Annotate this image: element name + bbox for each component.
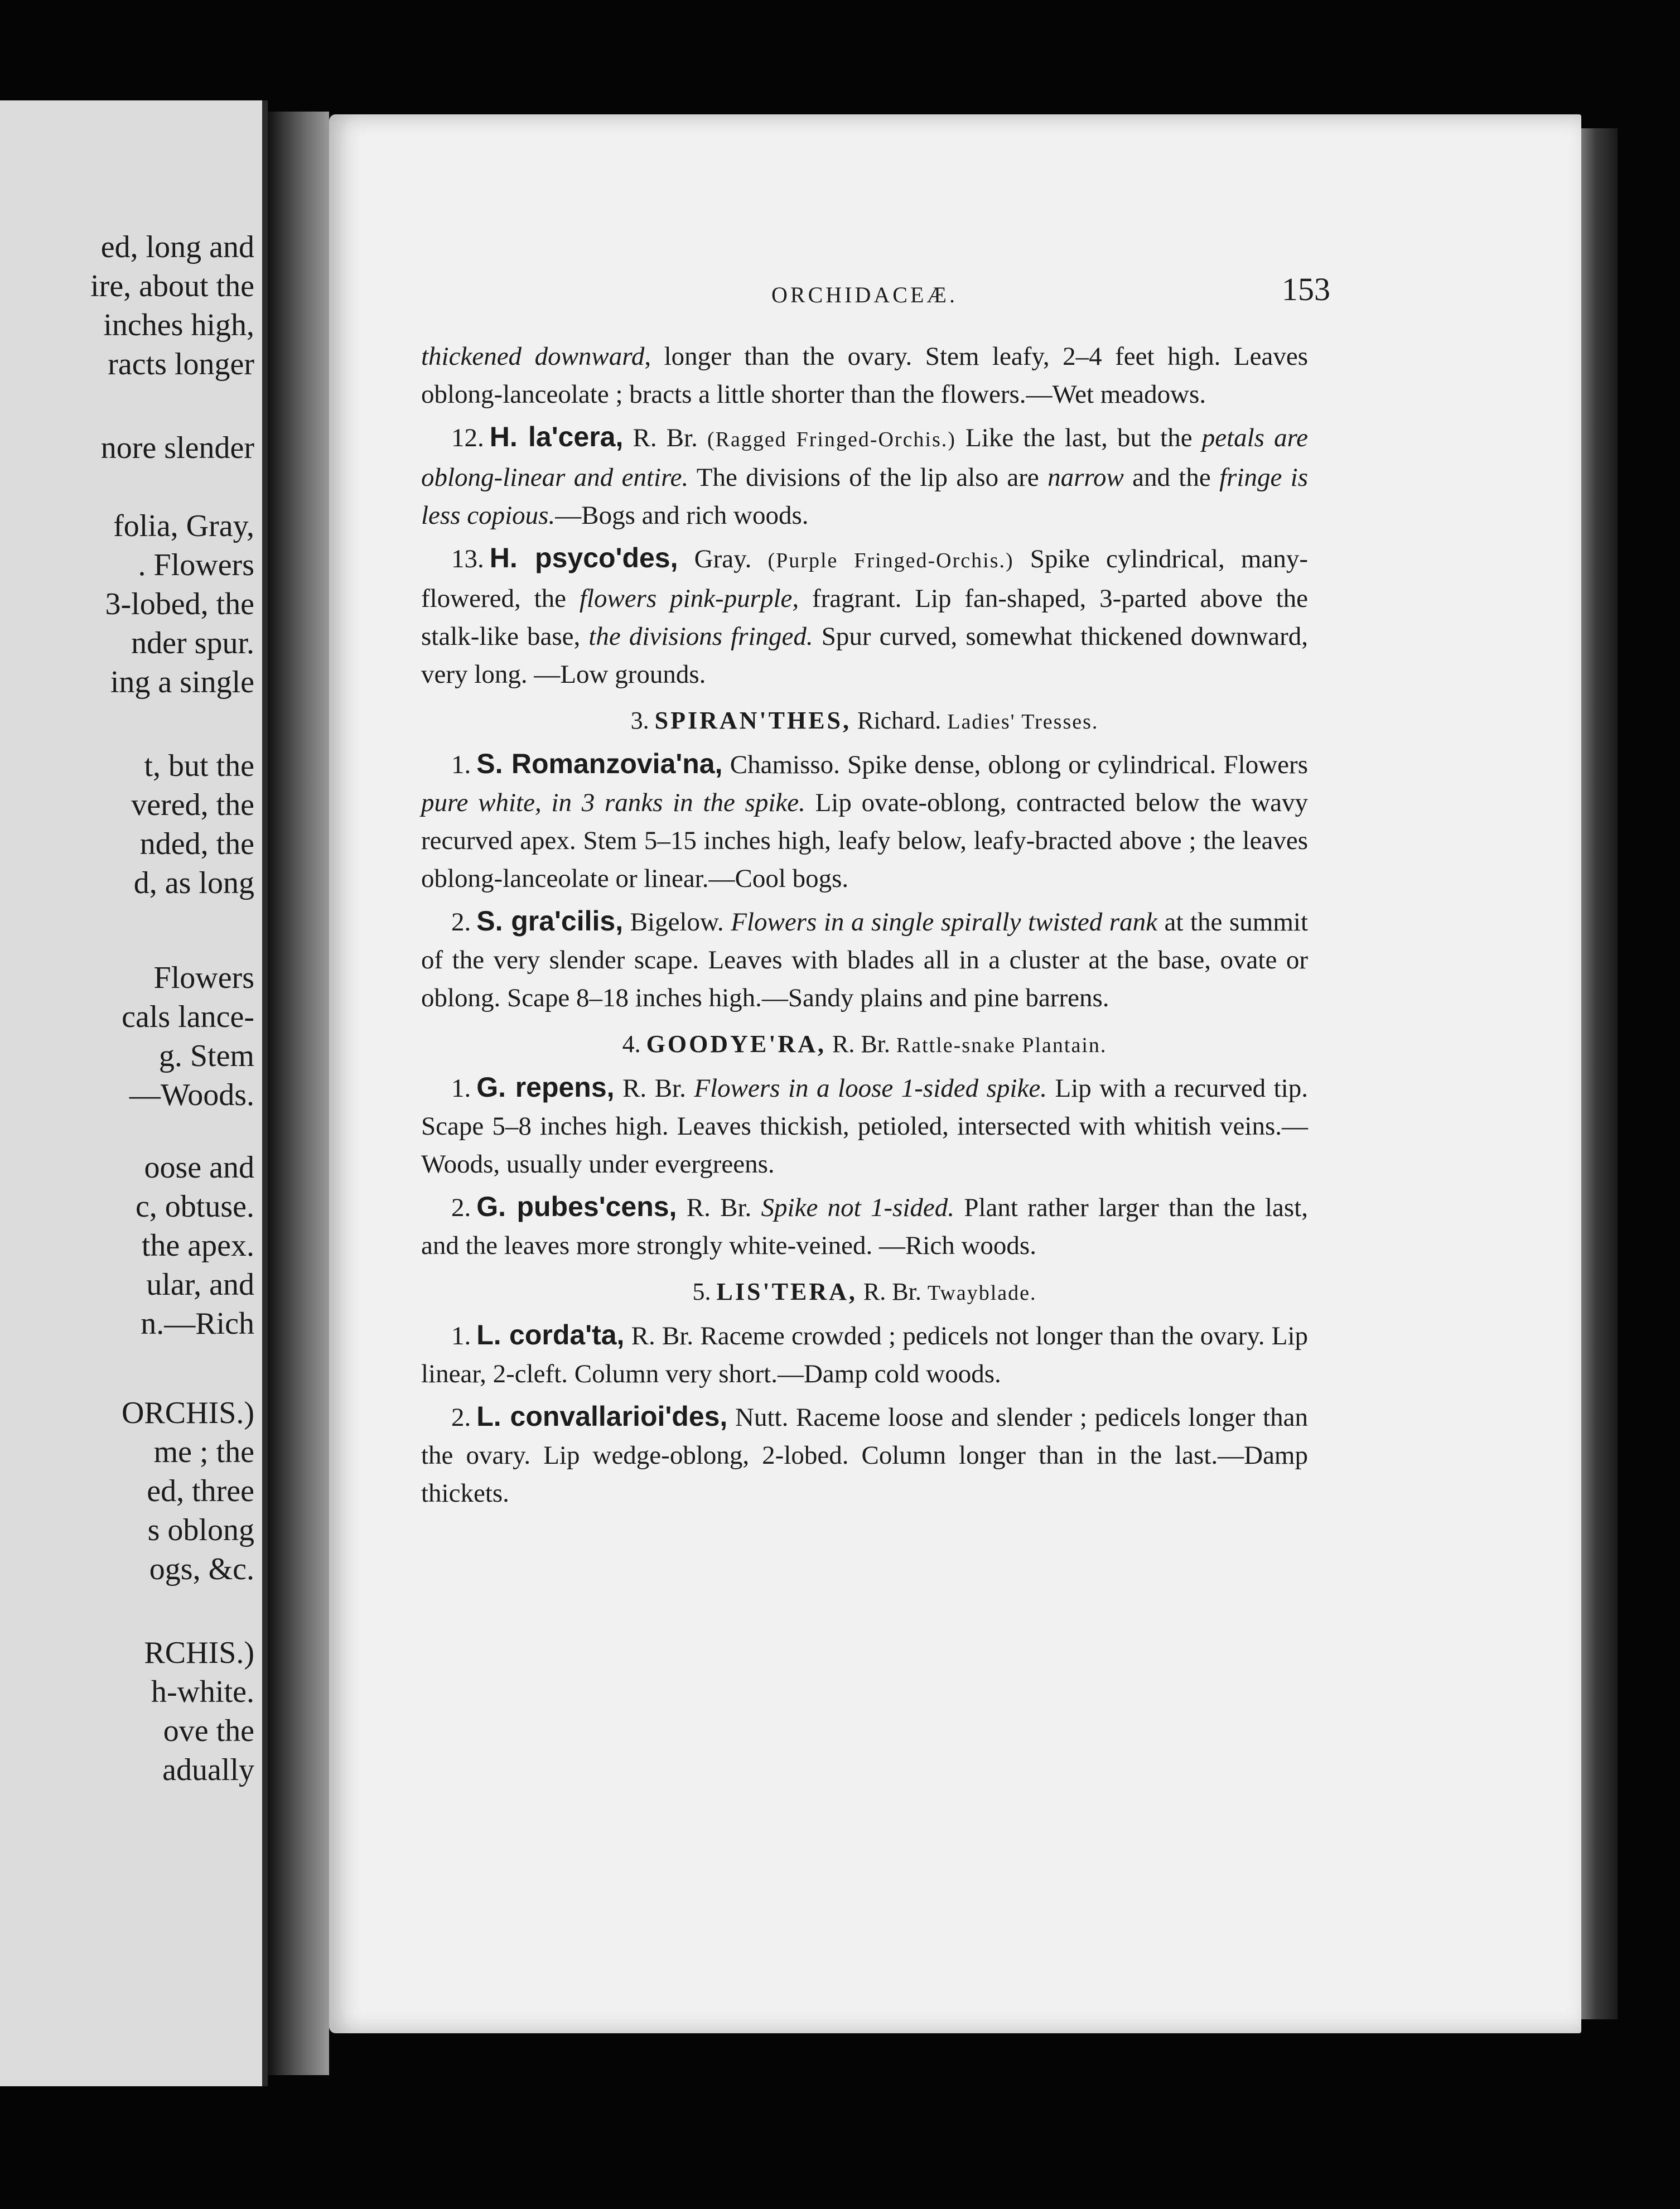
species-name: H. psyco'des, — [489, 542, 678, 573]
left-page-line: ogs, &c. — [149, 1552, 254, 1586]
species-name: L. convallarioi'des, — [476, 1401, 728, 1432]
left-page-line: s oblong — [147, 1513, 254, 1547]
left-page-line: racts longer — [108, 347, 254, 382]
body-text: Spike cylindrical, many-flowered, the — [421, 544, 1308, 613]
species-entry-s-romanzoviana — [421, 745, 1308, 898]
entry-number: 1. — [451, 750, 471, 779]
italic-text: Flowers in a single spirally twisted rank — [731, 908, 1157, 937]
species-name: S. Romanzovia'na, — [476, 748, 723, 779]
entry-number: 1. — [451, 1074, 471, 1103]
genus-name: GOODYE'RA, — [646, 1030, 826, 1058]
left-page-line: RCHIS.) — [144, 1636, 254, 1670]
italic-text: Spike not 1-sided. — [761, 1193, 955, 1222]
left-page-line: oose and — [144, 1150, 254, 1185]
left-page-line: nded, the — [139, 827, 254, 861]
left-page-line: ed, three — [147, 1474, 254, 1508]
body-text: Like the last, but the — [955, 423, 1202, 452]
common-name: (Purple Fringed-Orchis.) — [767, 549, 1014, 572]
left-page-line: vered, the — [131, 788, 254, 822]
genus-heading-spiranthes — [421, 702, 1308, 740]
species-entry-g-pubescens — [421, 1188, 1308, 1265]
author: R. Br. — [614, 1074, 694, 1103]
author: R. Br. — [677, 1193, 761, 1222]
genus-name: SPIRAN'THES, — [654, 707, 852, 734]
entry-number: 12. — [451, 423, 484, 452]
species-name: G. pubes'cens, — [476, 1191, 677, 1222]
body-text: Raceme crowded ; pedicels not longer than the ovary. Lip linear, 2-cleft. Column very short.—Damp cold woods. — [421, 1321, 1308, 1388]
body-text: fragrant. Lip fan-shaped, 3-parted above the stalk-like base, — [421, 584, 1308, 651]
right-page — [329, 114, 1581, 2033]
author: Richard. — [851, 707, 948, 734]
species-name: L. corda'ta, — [476, 1319, 625, 1351]
author: Bigelow. — [623, 908, 731, 937]
italic-text: Flowers in a loose 1-sided spike. — [694, 1074, 1047, 1103]
left-page-line: ove the — [163, 1714, 254, 1748]
species-entry-g-repens — [421, 1068, 1308, 1183]
body-text: Lip with a recurved tip. Scape 5–8 inches high. Leaves thickish, petioled, intersected with whitish veins.—Woods, usually under evergreens. — [421, 1074, 1308, 1179]
italic-text: petals are oblong-linear and entire. — [421, 423, 1308, 492]
body-text: , longer than the ovary. Stem leafy, 2–4 feet high. Leaves oblong-lanceolate ; bracts a little shorter than the flowers.—Wet meadows. — [421, 342, 1308, 409]
common-name: Ladies' Tresses. — [947, 710, 1099, 734]
author: Nutt. — [727, 1403, 796, 1432]
species-entry-l-cordata — [421, 1316, 1308, 1393]
entry-number: 2. — [451, 1403, 471, 1432]
left-page-line: nore slender — [100, 431, 254, 465]
author: Gray. — [678, 544, 768, 573]
left-page-line: adually — [162, 1753, 254, 1787]
species-entry-h-lacera — [421, 418, 1308, 534]
left-page-line: folia, Gray, — [113, 509, 254, 543]
genus-heading-goodyera — [421, 1026, 1308, 1064]
body-text: The divisions of the lip also are — [688, 463, 1048, 492]
left-page-line: g. Stem — [158, 1039, 254, 1073]
species-name: H. la'cera, — [489, 421, 624, 452]
left-page-line: the apex. — [141, 1228, 254, 1263]
page-content — [421, 271, 1330, 1512]
body-text: —Bogs and rich woods. — [555, 501, 809, 530]
book-gutter — [268, 112, 329, 2075]
page-edge — [1581, 128, 1618, 2019]
common-name: Twayblade. — [927, 1281, 1037, 1305]
entry-number: 13. — [451, 544, 484, 573]
genus-name: LIS'TERA, — [716, 1278, 857, 1305]
genus-number: 5. — [692, 1278, 711, 1305]
author: R. Br. — [623, 423, 707, 452]
left-page-line: c, obtuse. — [135, 1189, 254, 1224]
body-text: at the summit of the very slender scape. Leaves with blades all in a cluster at the base, ovate or oblong. Scape 8–18 inches high.—Sandy plains and pine barrens. — [421, 908, 1309, 1012]
author: R. Br. — [857, 1278, 928, 1305]
left-page-line: ing a single — [110, 665, 254, 700]
body-text: Plant rather larger than the last, and the leaves more strongly white-veined. —Rich woods. — [421, 1193, 1309, 1260]
left-page-line: h-white. — [151, 1675, 254, 1709]
running-head: ORCHIDACEÆ. — [771, 282, 958, 307]
species-entry-l-convallarioides — [421, 1397, 1308, 1512]
species-entry-h-psycodes — [421, 539, 1308, 693]
genus-heading-listera — [421, 1274, 1308, 1311]
author: Chamisso. — [722, 750, 848, 779]
left-page-line: n.—Rich — [141, 1306, 254, 1341]
left-page-line: ed, long and — [100, 230, 254, 264]
italic-text: narrow — [1047, 463, 1124, 492]
genus-number: 4. — [622, 1030, 641, 1058]
left-page-line: d, as long — [133, 866, 254, 900]
species-name: G. repens, — [476, 1072, 615, 1103]
body-text: and the — [1123, 463, 1220, 492]
left-page-line: 3-lobed, the — [105, 587, 254, 621]
italic-text: flowers pink-purple, — [579, 584, 799, 613]
left-page-line: nder spur. — [131, 626, 254, 660]
italic-text: pure white, in 3 ranks in the spike. — [421, 788, 805, 817]
left-page-line: cals lance- — [122, 1000, 254, 1034]
entry-number: 1. — [451, 1321, 471, 1351]
left-page-line: Flowers — [153, 961, 254, 995]
left-page-line: ORCHIS.) — [121, 1396, 254, 1430]
genus-number: 3. — [630, 707, 649, 734]
common-name: (Ragged Fringed-Orchis.) — [707, 428, 956, 451]
author: R. Br. — [825, 1030, 896, 1058]
left-page-line: ire, about the — [90, 269, 254, 303]
italic-text: thickened downward — [421, 342, 645, 371]
species-name: S. gra'cilis, — [476, 905, 624, 937]
left-page — [0, 100, 268, 2086]
continuation-text — [421, 337, 1308, 413]
body-text: Spike dense, oblong or cylindrical. Flowers — [847, 750, 1308, 779]
left-page-line: inches high, — [103, 308, 254, 343]
species-entry-s-gracilis — [421, 902, 1308, 1017]
left-page-line: . Flowers — [138, 548, 254, 582]
page-header — [421, 271, 1330, 337]
body-text: Raceme loose and slender ; pedicels longer than the ovary. Lip wedge-oblong, 2-lobed. Column longer than in the last.—Damp thickets. — [421, 1403, 1309, 1508]
left-page-line: ular, and — [146, 1267, 254, 1302]
entry-number: 2. — [451, 1193, 471, 1222]
author: R. Br. — [624, 1321, 701, 1351]
left-page-line: me ; the — [153, 1435, 254, 1469]
entry-number: 2. — [451, 908, 471, 937]
body-text: Spur curved, somewhat thickened downward, very long. —Low grounds. — [421, 622, 1308, 689]
page-number: 153 — [1282, 271, 1330, 307]
body-text: Lip ovate-oblong, contracted below the wavy recurved apex. Stem 5–15 inches high, leafy below, leafy-bracted above ; the leaves oblong-lanceolate or linear.—Cool bogs. — [421, 788, 1309, 893]
left-page-line: —Woods. — [129, 1078, 254, 1112]
left-page-line: t, but the — [144, 749, 254, 783]
italic-text: the divisions fringed. — [588, 622, 813, 651]
common-name: Rattle-snake Plantain. — [896, 1034, 1107, 1057]
italic-text: fringe is less copious. — [421, 463, 1309, 530]
